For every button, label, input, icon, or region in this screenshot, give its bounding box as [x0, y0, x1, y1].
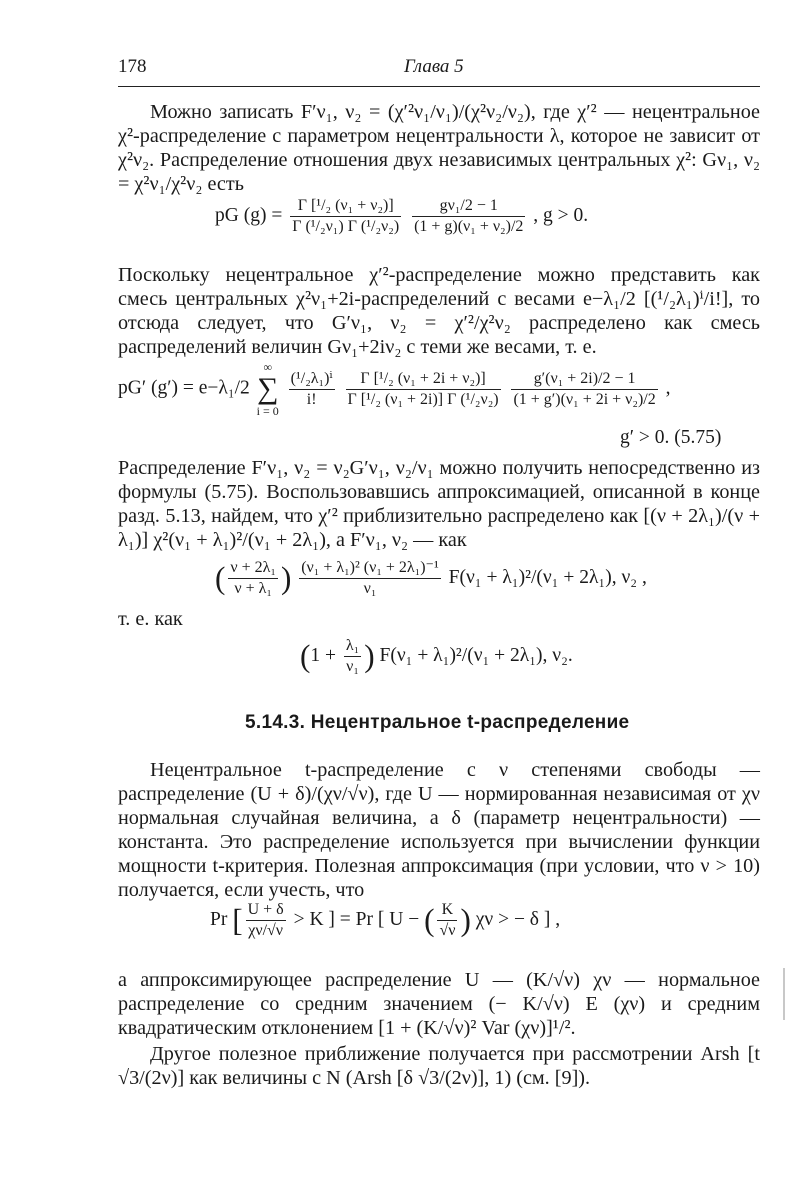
right-paren-2: ): [364, 638, 375, 674]
eq5-lhs: Pr: [210, 908, 228, 930]
eq1-lhs: pG (g) =: [215, 204, 283, 226]
eq4-fraction: [344, 636, 361, 677]
eq5-fraction-2: [437, 900, 457, 941]
eq2-numerator-1: (¹/₂λ₁)ⁱ: [289, 369, 335, 390]
scan-artifact: [783, 968, 785, 1020]
eq2-power-fraction: [511, 369, 657, 410]
equation-f-final: [300, 636, 573, 677]
eq5-numerator-2: K: [437, 900, 457, 921]
right-paren: ): [280, 560, 292, 596]
paragraph-1: Можно записать F′ν₁, ν₂ = (χ′²ν₁/ν₁)/(χ²ν₂/ν₂), где χ′² — нецентральное χ²-распределение с параметром нецентральности λ, которое не зависит от χ²ν₂. Распределение отношения двух независимых центральных χ²: Gν₁, ν₂ = χ²ν₁/χ²ν₂ есть: [118, 101, 760, 195]
eq5-fraction: [246, 900, 286, 941]
eq3-numerator-1: ν + 2λ₁: [228, 558, 278, 579]
eq4-denominator: ν₁: [346, 658, 359, 675]
eq1-denominator-1: Γ (¹/₂ν₁) Γ (¹/₂ν₂): [292, 218, 400, 235]
eq2-tail: ,: [665, 377, 671, 399]
eq2-numerator-3: g′(ν₁ + 2i)/2 − 1: [511, 369, 657, 390]
eq2-lhs: pG′ (g′) = e−λ₁/2: [118, 377, 250, 399]
eq1-numerator-1: Γ [¹/₂ (ν₁ + ν₂)]: [290, 196, 401, 217]
page-number: 178: [118, 56, 147, 77]
eq3-numerator-2: (ν₁ + λ₁)² (ν₁ + 2λ₁)⁻¹: [299, 558, 441, 579]
eq2-denominator-1: i!: [306, 390, 317, 408]
eq3-denominator-2: ν₁: [363, 580, 377, 597]
eq3-ratio-fraction: [228, 558, 278, 599]
eq5-denominator-2: √ν: [439, 922, 456, 939]
eq4-tail: F(ν₁ + λ₁)²/(ν₁ + 2λ₁), ν₂.: [379, 644, 573, 666]
paragraph-2: Поскольку нецентральное χ′²-распределение можно представить как смесь центральных χ²ν₁+2i-распределений с весами e−λ₁/2 [(¹/₂λ₁)ⁱ/i!], то отсюда следует, что G′ν₁, ν₂ = χ′²/χ²ν₂ распределено как смесь распределений величин Gν₁+2iν₂ с теми же весами, т. е.: [118, 264, 760, 358]
eq2-numerator-2: Γ [¹/₂ (ν₁ + 2i + ν₂)]: [346, 369, 501, 390]
eq2-weight-fraction: [289, 369, 335, 410]
equation-pr: [210, 900, 560, 941]
eq2-denominator-2: Γ [¹/₂ (ν₁ + 2i)] Γ (¹/₂ν₂): [347, 390, 499, 408]
equation-number-5-75: g′ > 0. (5.75): [620, 427, 722, 448]
section-heading: 5.14.3. Нецентральное t-распределение: [245, 712, 630, 733]
left-paren: (: [215, 560, 226, 596]
equation-density-g-prime: [118, 360, 670, 418]
eq1-gamma-fraction: [290, 196, 401, 237]
right-paren-3: ): [460, 902, 471, 938]
paragraph-7: Другое полезное приближение получается при рассмотрении Arsh [t √3/(2ν)] как величины с N (Arsh [δ √3/(2ν)], 1) (см. [9]).: [118, 1043, 760, 1089]
sum-lower-limit: i = 0: [256, 404, 279, 418]
eq1-condition: , g > 0.: [533, 204, 589, 226]
paragraph-5: Нецентральное t-распределение с ν степенями свободы — распределение (U + δ)/(χν/√ν), где U — нормированная независимая от χν нормальная случайная величина, а δ (параметр нецентральности) — константа. Это распределение используется при вычислении функции мощности t-критерия. Полезная аппроксимация (при условии, что ν > 10) получается, если учесть, что: [118, 759, 760, 901]
eq3-scale-fraction: [299, 558, 441, 599]
eq1-numerator-2: gν₁/2 − 1: [412, 196, 525, 217]
paragraph-3: Распределение F′ν₁, ν₂ = ν₂G′ν₁, ν₂/ν₁ можно получить непосредственно из формулы (5.75). Воспользовавшись аппроксимацией, описанной в конце разд. 5.13, найдем, что χ′² приблизительно распределено как [(ν + 2λ₁)/(ν + λ₁)] χ²(ν₁ + λ₁)²/(ν₁ + 2λ₁), а F′ν₁, ν₂ — как: [118, 457, 760, 551]
eq4-numerator: λ₁: [344, 636, 361, 657]
summation-sign: [257, 360, 279, 418]
eq5-middle: > K ] = Pr [ U −: [293, 908, 420, 930]
running-header: [118, 56, 678, 86]
left-paren-2: (: [300, 638, 311, 674]
sigma-icon: ∑: [257, 372, 279, 405]
paragraph-6: а аппроксимирующее распределение U — (K/√ν) χν — нормальное распределение со средним значением (− K/√ν) E (χν) и средним квадратическим отклонением [1 + (K/√ν)² Var (χν)]¹/².: [118, 969, 760, 1039]
eq5-tail: χν > − δ ] ,: [475, 908, 561, 930]
eq2-denominator-3: (1 + g′)(ν₁ + 2i + ν₂)/2: [513, 390, 656, 408]
eq4-lead: 1 +: [310, 644, 337, 666]
paragraph-4: т. е. как: [118, 608, 183, 630]
left-bracket: [: [232, 902, 243, 938]
header-rule: [118, 86, 760, 87]
chapter-title: Глава 5: [404, 56, 464, 77]
eq3-denominator-1: ν + λ₁: [234, 580, 272, 597]
eq2-gamma-fraction: [346, 369, 501, 410]
left-paren-3: (: [424, 902, 435, 938]
eq5-denominator: χν/√ν: [248, 922, 284, 939]
eq3-tail: F(ν₁ + λ₁)²/(ν₁ + 2λ₁), ν₂ ,: [448, 566, 647, 588]
eq1-power-fraction: [412, 196, 525, 237]
eq1-denominator-2: (1 + g)(ν₁ + ν₂)/2: [414, 218, 524, 235]
eq5-numerator: U + δ: [246, 900, 286, 921]
sum-upper-limit: ∞: [263, 360, 272, 374]
equation-density-g: [215, 196, 588, 237]
equation-f-approx: [215, 558, 647, 599]
